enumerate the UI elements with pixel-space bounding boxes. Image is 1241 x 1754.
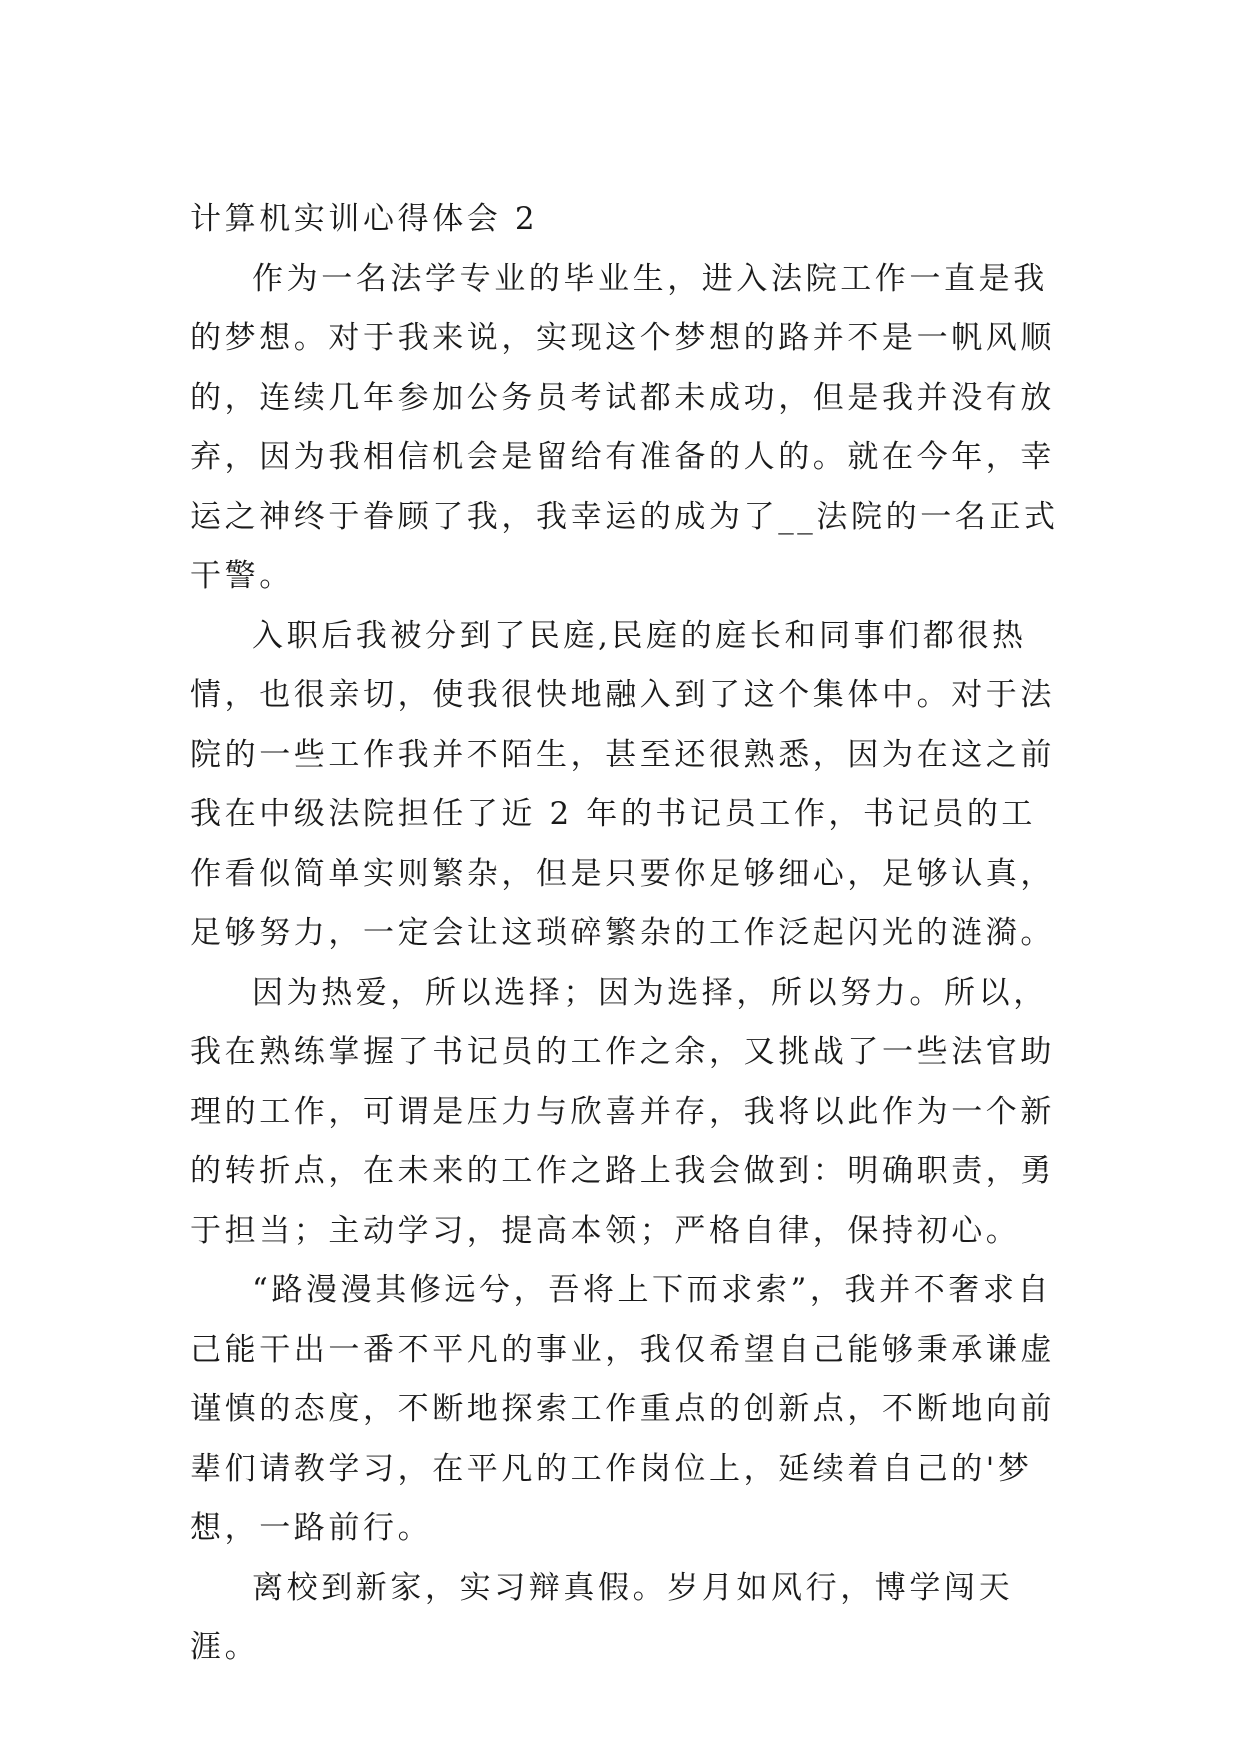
paragraph: “路漫漫其修远兮，吾将上下而求索”，我并不奢求自己能干出一番不平凡的事业，我仅希望自己能够秉承谦虚谨慎的态度，不断地探索工作重点的创新点，不断地向前辈们请教学习，在平凡的工作岗位上，延续着自己的'梦想，一路前行。 xyxy=(190,1272,1055,1546)
document-title: 计算机实训心得体会 2 xyxy=(190,201,539,237)
paragraph: 入职后我被分到了民庭,民庭的庭长和同事们都很热情，也很亲切，使我很快地融入到了这个集体中。对于法院的一些工作我并不陌生，甚至还很熟悉，因为在这之前我在中级法院担任了近 2 年的书记员工作，书记员的工作看似简单实则繁杂，但是只要你足够细心，足够认真，足够努力，一定会让这琐碎繁杂的工作泛起闪光的涟漪。 xyxy=(190,617,1055,951)
document-body xyxy=(190,190,1070,1678)
paragraph: 离校到新家，实习辩真假。岁月如风行，博学闯天涯。 xyxy=(190,1569,1014,1665)
paragraph: 作为一名法学专业的毕业生，进入法院工作一直是我的梦想。对于我来说，实现这个梦想的路并不是一帆风顺的，连续几年参加公务员考试都未成功，但是我并没有放弃，因为我相信机会是留给有准备的人的。就在今年，幸运之神终于眷顾了我，我幸运的成为了__法院的一名正式干警。 xyxy=(190,260,1059,594)
paragraph: 因为热爱，所以选择；因为选择，所以努力。所以，我在熟练掌握了书记员的工作之余，又挑战了一些法官助理的工作，可谓是压力与欣喜并存，我将以此作为一个新的转折点，在未来的工作之路上我会做到：明确职责，勇于担当；主动学习，提高本领；严格自律，保持初心。 xyxy=(190,974,1055,1249)
